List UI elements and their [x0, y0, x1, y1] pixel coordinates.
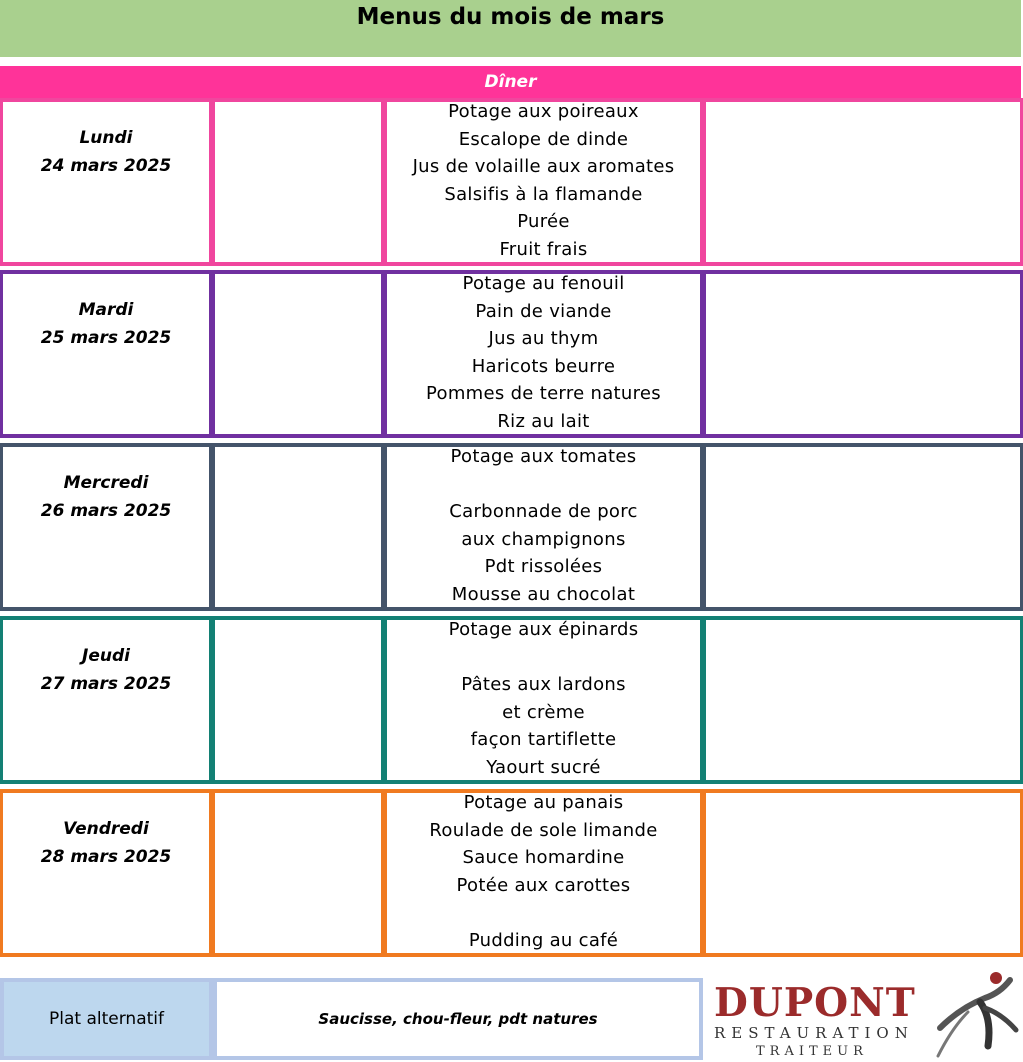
day-date: 28 mars 2025 [40, 847, 172, 867]
alternative-row [0, 978, 703, 1060]
menu-list [384, 789, 703, 955]
day-cell-4 [703, 98, 1023, 266]
menu-item: Jus au thym [488, 328, 599, 350]
day-name: Mercredi [63, 473, 149, 493]
logo-brand: DUPONT [714, 980, 916, 1026]
menu-item: Salsifis à la flamande [444, 183, 643, 205]
day-name: Lundi [79, 128, 133, 148]
menu-item: Fruit frais [499, 238, 588, 260]
day-cell-4 [703, 270, 1023, 438]
menu-item: Mousse au chocolat [451, 583, 636, 605]
day-label [0, 124, 212, 180]
menu-item: Purée [517, 211, 570, 233]
day-date: 25 mars 2025 [40, 328, 172, 348]
day-label [0, 815, 212, 871]
day-cell-2 [212, 443, 384, 611]
menu-item: Pudding au café [468, 929, 619, 951]
day-cell-4 [703, 616, 1023, 784]
day-name: Jeudi [82, 646, 130, 666]
day-row-4 [0, 789, 1023, 957]
menu-list [384, 98, 703, 264]
menu-list [384, 616, 703, 782]
menu-item: Carbonnade de porc [449, 501, 638, 523]
day-date: 26 mars 2025 [40, 501, 172, 521]
day-row-3 [0, 616, 1023, 784]
logo-line-2: TRAITEUR [756, 1044, 868, 1059]
alternative-value: Saucisse, chou-fleur, pdt natures [213, 978, 703, 1060]
day-row-1 [0, 270, 1023, 438]
menu-list [384, 443, 703, 609]
day-row-0 [0, 98, 1023, 266]
menu-item: Potage aux épinards [448, 619, 639, 640]
day-cell-4 [703, 443, 1023, 611]
menu-item [384, 471, 703, 499]
menu-item: Haricots beurre [471, 355, 616, 377]
menu-item: Pain de viande [475, 300, 612, 322]
menu-item: Jus de volaille aux aromates [412, 156, 675, 178]
day-label [0, 296, 212, 352]
menu-item: Pommes de terre natures [426, 383, 661, 405]
day-row-2 [0, 443, 1023, 611]
menu-item: aux champignons [461, 528, 626, 550]
menu-item: Potée aux carottes [456, 874, 631, 896]
day-cell-2 [212, 616, 384, 784]
title-bar [0, 0, 1021, 57]
day-cell-4 [703, 789, 1023, 957]
day-cell-2 [212, 270, 384, 438]
menu-item: Potage aux poireaux [448, 101, 639, 122]
menu-item: Sauce homardine [462, 847, 625, 869]
menu-item: façon tartiflette [470, 729, 617, 751]
runner-figure-icon [930, 968, 1020, 1060]
menu-item: Roulade de sole limande [429, 819, 658, 841]
day-label [0, 642, 212, 698]
day-name: Mardi [78, 300, 134, 320]
page-title: Menus du mois de mars [356, 4, 665, 30]
menu-list [384, 270, 703, 436]
menu-item: Potage au fenouil [462, 273, 625, 294]
dupont-logo [708, 968, 1020, 1060]
menu-item: Pdt rissolées [484, 556, 603, 578]
meal-header: Dîner [0, 66, 1021, 98]
menu-item: Escalope de dinde [458, 128, 629, 150]
day-date: 24 mars 2025 [40, 156, 172, 176]
menu-item: Yaourt sucré [486, 756, 601, 778]
menu-item: Pâtes aux lardons [461, 674, 626, 696]
menu-item [384, 644, 703, 672]
menu-item [384, 899, 703, 927]
day-cell-2 [212, 98, 384, 266]
day-date: 27 mars 2025 [40, 674, 172, 694]
menu-item: Potage au panais [463, 792, 624, 813]
menu-item: Potage aux tomates [450, 446, 637, 467]
day-label [0, 469, 212, 525]
menu-item: Riz au lait [497, 410, 590, 432]
day-name: Vendredi [63, 819, 149, 839]
logo-line-1: RESTAURATION [714, 1024, 914, 1042]
menu-item: et crème [502, 701, 585, 723]
alternative-label: Plat alternatif [0, 978, 213, 1060]
day-cell-2 [212, 789, 384, 957]
